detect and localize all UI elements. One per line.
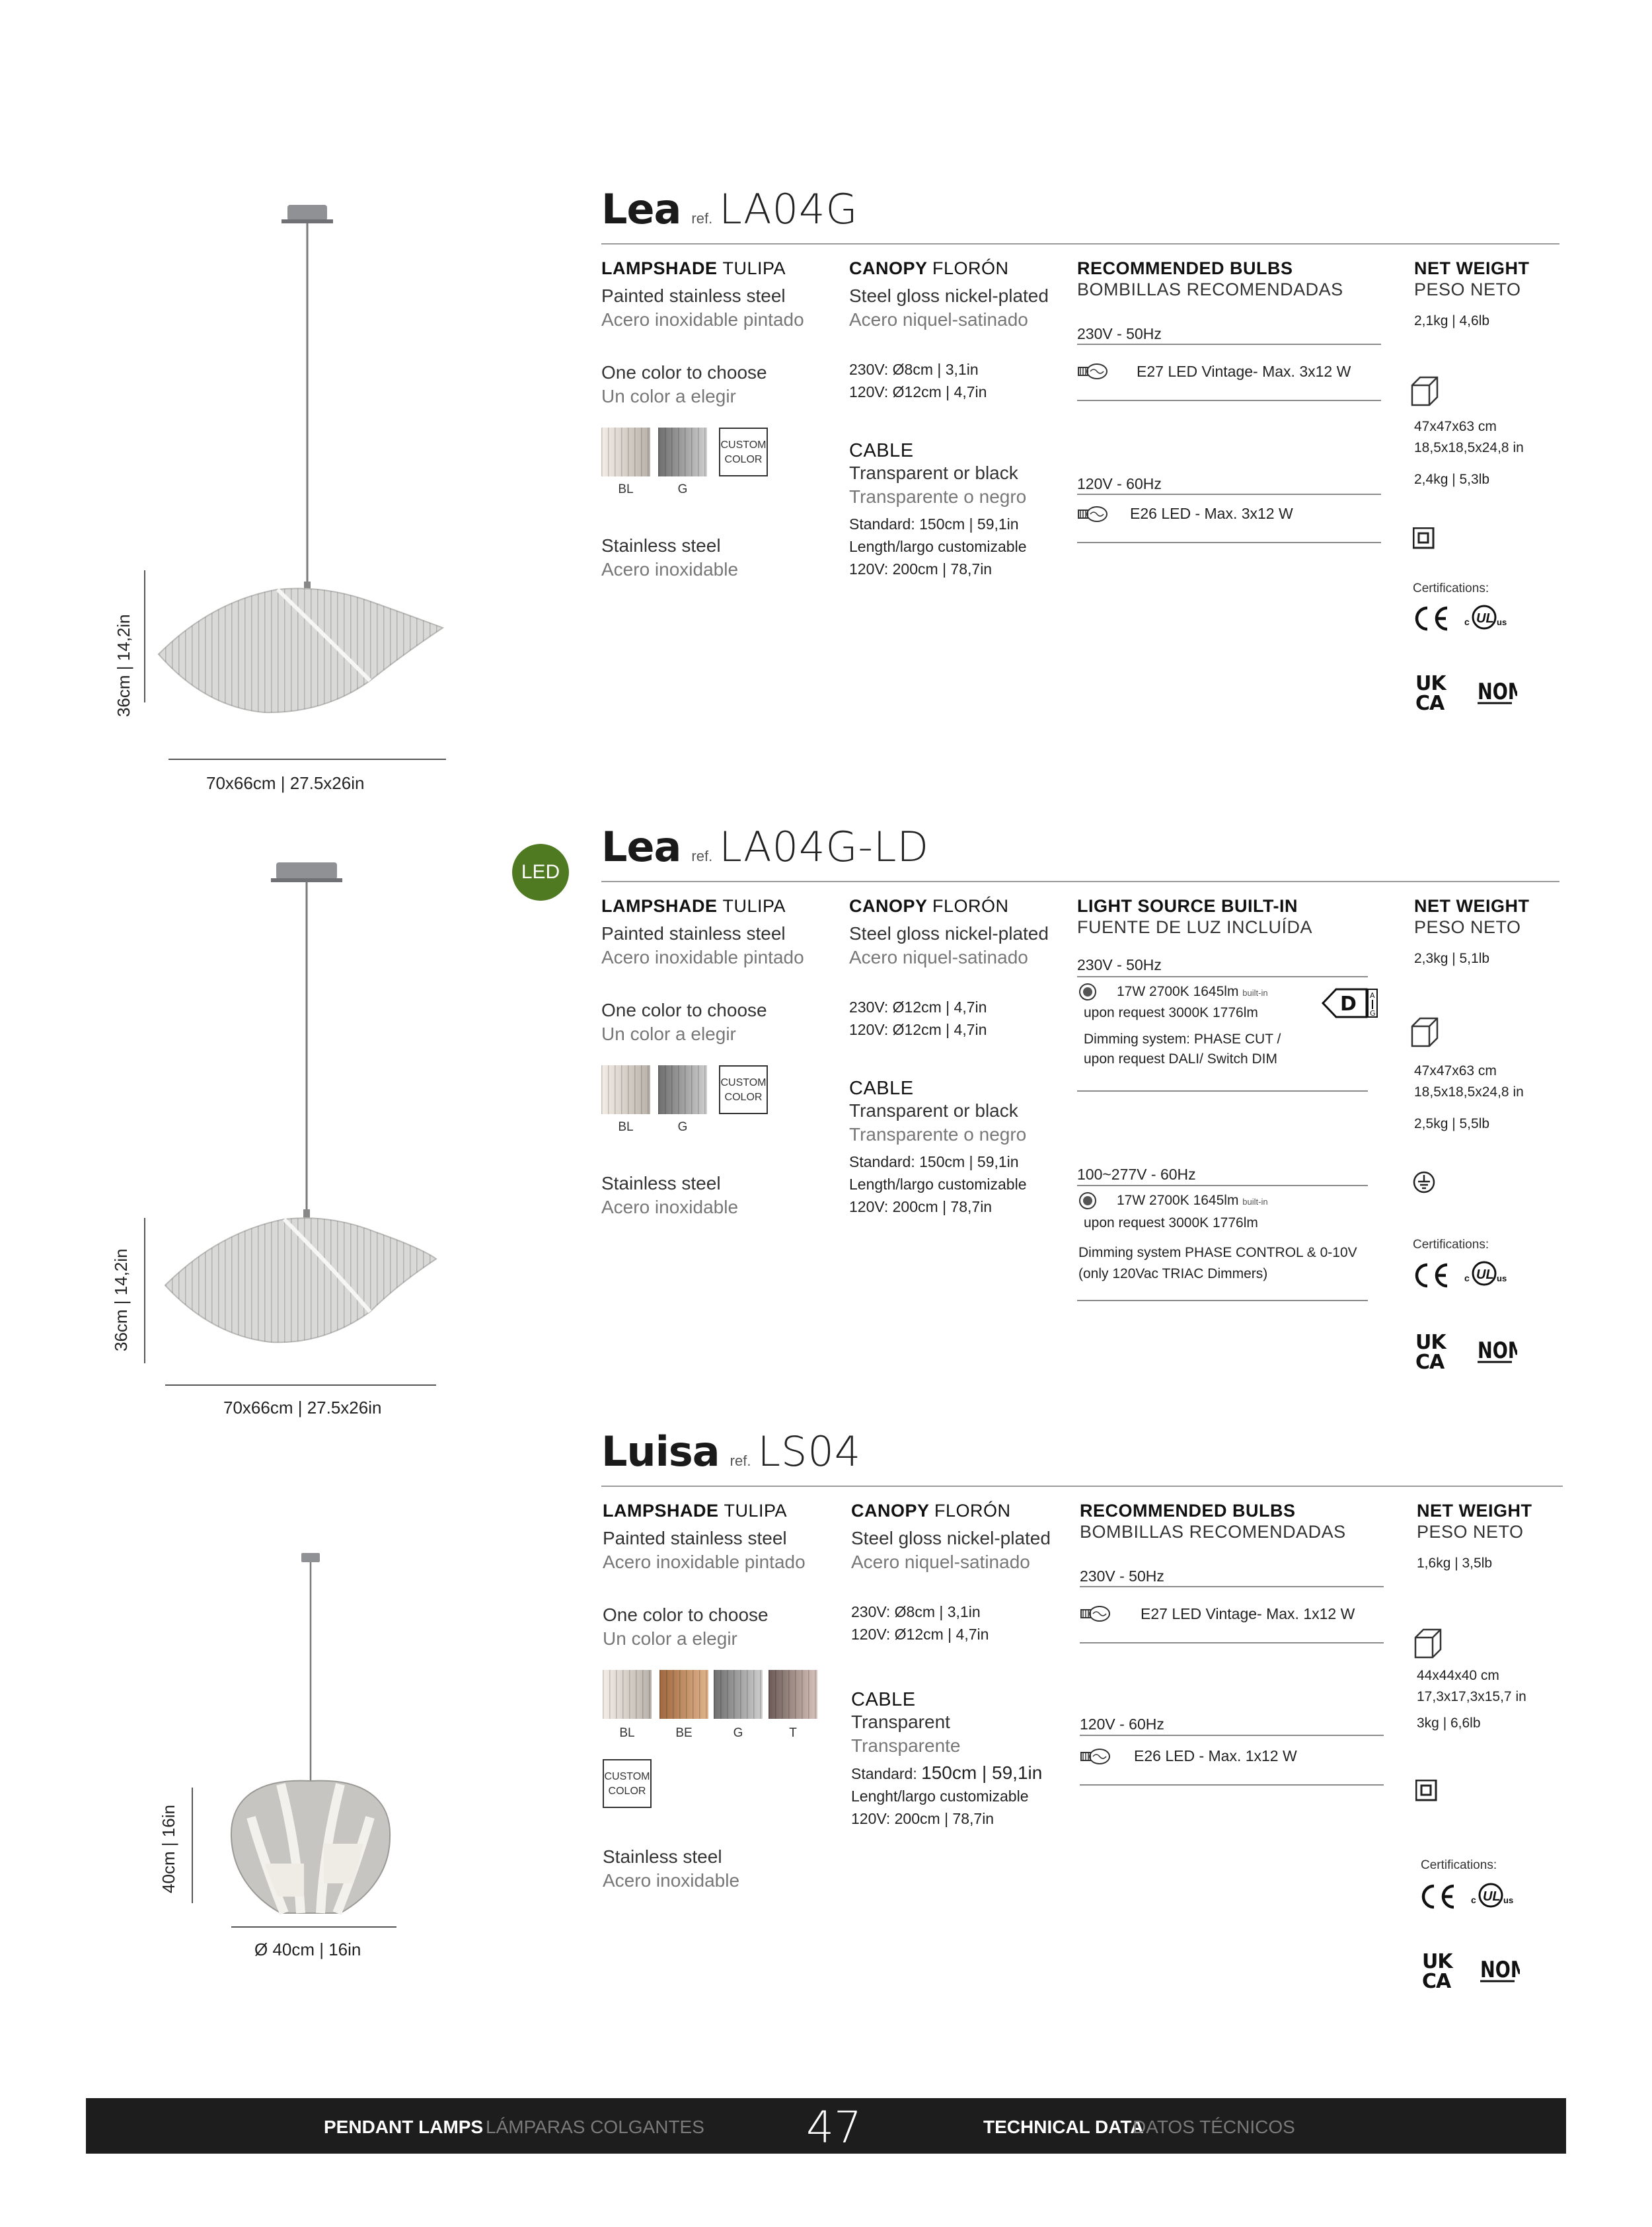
cable-120v: 120V: 200cm | 78,7in — [849, 560, 993, 578]
certifications-label: Certifications: — [1413, 1238, 1489, 1252]
shade-steel: Stainless steel — [601, 1173, 721, 1193]
shade-steel-es: Acero inoxidable — [601, 1197, 739, 1217]
ce-icon — [1419, 1883, 1466, 1911]
lampshade-column — [603, 1500, 827, 1651]
bulb-spec-230: E27 LED Vintage- Max. 1x12 W — [1141, 1605, 1355, 1622]
cable-type: Transparent — [851, 1712, 950, 1732]
dimming-120 — [1078, 1242, 1357, 1285]
led-chip-icon — [1078, 1191, 1097, 1210]
title-divider — [601, 1486, 1563, 1487]
bulbs-column — [1080, 1500, 1384, 1542]
product-name: Lea — [601, 823, 681, 871]
lampshade-material-es: Acero inoxidable pintado — [601, 947, 804, 967]
net-weight-230: 2,3kg | 5,1lb — [1414, 951, 1490, 966]
shade-steel-es: Acero inoxidable — [601, 559, 739, 580]
product-title — [601, 823, 929, 882]
lampshade-material-es: Acero inoxidable pintado — [603, 1552, 806, 1572]
voltage-100-277: 100~277V - 60Hz — [1077, 1166, 1196, 1183]
cable-standard: Standard: 150cm | 59,1in — [849, 515, 1019, 533]
package-size-cm: 47x47x63 cm — [1414, 419, 1497, 434]
net-weight-120: 3kg | 6,6lb — [1417, 1716, 1481, 1731]
product-lea — [0, 185, 1652, 793]
canopy-heading: CANOPY — [849, 258, 928, 278]
lampshade-heading-es: TULIPA — [722, 258, 786, 278]
height-dimension: 36cm | 14,2in — [114, 614, 133, 717]
built-in-tag: built-in — [1242, 1197, 1268, 1207]
certifications-label: Certifications: — [1413, 582, 1489, 595]
product-code: LA04G-LD — [719, 823, 930, 871]
lampshade-material: Painted stainless steel — [601, 285, 786, 306]
weight-heading-es: PESO NETO — [1417, 1522, 1524, 1542]
voltage-230: 230V - 50Hz — [1077, 956, 1162, 973]
nom-icon — [1478, 677, 1517, 707]
ul-icon — [1464, 603, 1511, 633]
certifications-label: Certifications: — [1421, 1858, 1497, 1872]
swatch-g — [714, 1670, 763, 1719]
lamp-luisa-image — [225, 1553, 396, 1923]
package-size-cm: 44x44x40 cm — [1417, 1668, 1499, 1683]
swatch-label: BL — [618, 1120, 634, 1134]
lampshade-material-es: Acero inoxidable pintado — [601, 309, 804, 330]
canopy-diameter-230: 230V: Ø8cm | 3,1in — [851, 1603, 981, 1620]
height-dimension-line — [192, 1788, 193, 1903]
canopy-heading-es: FLORÓN — [932, 258, 1009, 278]
width-dimension: 70x66cm | 27.5x26in — [206, 773, 365, 793]
led-badge: LED — [512, 844, 569, 901]
swatch-be — [659, 1670, 708, 1719]
canopy-material-es: Acero niquel-satinado — [849, 309, 1028, 330]
swatch-g — [658, 1065, 707, 1114]
bulbs-heading-es: BOMBILLAS RECOMENDADAS — [1080, 1522, 1346, 1542]
ref-label: ref. — [691, 848, 713, 864]
swatch-g — [658, 428, 707, 476]
cable-custom: Length/largo customizable — [849, 1176, 1027, 1193]
product-name: Luisa — [601, 1427, 720, 1476]
nom-icon — [1480, 1955, 1520, 1985]
canopy-heading: CANOPY — [849, 896, 928, 916]
light-source-heading: LIGHT SOURCE BUILT-IN — [1077, 896, 1298, 916]
swatch-t — [769, 1670, 817, 1719]
divider — [1077, 1090, 1368, 1092]
swatch-bl — [601, 1065, 650, 1114]
canopy-heading-es: FLORÓN — [934, 1501, 1011, 1521]
weight-column — [1414, 895, 1639, 969]
canopy-heading-es: FLORÓN — [932, 896, 1009, 916]
energy-class: D — [1340, 993, 1357, 1016]
height-dimension-line — [144, 570, 145, 702]
lampshade-heading: LAMPSHADE — [603, 1501, 719, 1521]
weight-heading: NET WEIGHT — [1414, 896, 1530, 916]
cable-type-es: Transparente o negro — [849, 1124, 1027, 1145]
color-choice-es: Un color a elegir — [601, 386, 736, 406]
width-dimension-line — [169, 759, 446, 760]
led-request-120: upon request 3000K 1776lm — [1084, 1215, 1258, 1230]
divider — [1077, 494, 1381, 495]
ukca-icon — [1422, 1951, 1462, 1990]
ce-icon — [1413, 605, 1459, 633]
cable-120v: 120V: 200cm | 78,7in — [849, 1198, 993, 1215]
swatch-label: G — [677, 482, 688, 496]
canopy-material-es: Acero niquel-satinado — [851, 1552, 1030, 1572]
lampshade-heading: LAMPSHADE — [601, 896, 718, 916]
bulb-spec-120: E26 LED - Max. 3x12 W — [1130, 505, 1293, 522]
bulb-icon — [1080, 1747, 1113, 1766]
divider — [1077, 344, 1381, 345]
product-lea-led — [0, 823, 1652, 1431]
canopy-material-es: Acero niquel-satinado — [849, 947, 1028, 967]
cable-type: Transparent or black — [849, 1100, 1018, 1121]
svg-text:A: A — [1370, 991, 1375, 1000]
width-dimension-line — [231, 1926, 396, 1928]
package-size — [1417, 1665, 1526, 1708]
package-size-in: 18,5x18,5x24,8 in — [1414, 1084, 1524, 1100]
class-ii-icon — [1413, 527, 1435, 550]
weight-column — [1417, 1500, 1641, 1574]
product-title — [601, 1427, 861, 1487]
led-spec-120 — [1117, 1190, 1268, 1213]
canopy-diameter-230: 230V: Ø8cm | 3,1in — [849, 361, 979, 378]
bulb-spec-230: E27 LED Vintage- Max. 3x12 W — [1137, 363, 1351, 380]
earth-ground-icon — [1413, 1171, 1435, 1193]
svg-text:G: G — [1370, 1009, 1376, 1018]
cable-type: Transparent or black — [849, 463, 1018, 483]
cable-standard-label: Standard: — [851, 1765, 917, 1782]
swatch-bl — [601, 428, 650, 476]
shade-steel-es: Acero inoxidable — [603, 1870, 740, 1891]
led-spec-120-values: 17W 2700K 1645lm — [1117, 1193, 1239, 1208]
canopy-material: Steel gloss nickel-plated — [849, 923, 1049, 944]
height-dimension-line — [144, 1218, 145, 1363]
box-icon — [1411, 1014, 1441, 1049]
footer-section-es: LÁMPARAS COLGANTES — [486, 2117, 704, 2137]
lampshade-material: Painted stainless steel — [603, 1528, 787, 1548]
divider — [1080, 1735, 1384, 1736]
canopy-diameter-120: 120V: Ø12cm | 4,7in — [851, 1626, 989, 1643]
divider — [1077, 1185, 1368, 1186]
net-weight-120: 2,5kg | 5,5lb — [1414, 1116, 1490, 1131]
swatch-label: T — [789, 1726, 797, 1740]
width-dimension: 70x66cm | 27.5x26in — [223, 1398, 382, 1417]
voltage-230: 230V - 50Hz — [1080, 1567, 1164, 1585]
footer-section-en: PENDANT LAMPS — [324, 2117, 484, 2137]
class-ii-icon — [1415, 1780, 1438, 1802]
ref-label: ref. — [691, 210, 713, 227]
package-size — [1414, 416, 1524, 459]
ul-icon — [1471, 1881, 1517, 1911]
weight-column — [1414, 258, 1639, 332]
swatch-label: G — [677, 1120, 688, 1134]
nom-icon — [1478, 1336, 1517, 1366]
product-name: Lea — [601, 185, 681, 233]
height-dimension: 36cm | 14,2in — [111, 1248, 131, 1351]
weight-heading-es: PESO NETO — [1414, 280, 1521, 299]
product-luisa — [0, 1427, 1652, 2022]
canopy-column — [849, 258, 1074, 580]
cable-120v: 120V: 200cm | 78,7in — [851, 1810, 995, 1827]
lampshade-material: Painted stainless steel — [601, 923, 786, 944]
cable-heading: CABLE — [851, 1689, 916, 1710]
box-icon — [1414, 1626, 1445, 1660]
dimming-230-line2: upon request DALI/ Switch DIM — [1084, 1051, 1277, 1067]
width-dimension-line — [165, 1384, 436, 1386]
box-icon — [1411, 373, 1441, 408]
voltage-120: 120V - 60Hz — [1077, 475, 1162, 492]
canopy-diameter-120: 120V: Ø12cm | 4,7in — [849, 1021, 987, 1038]
swatch-bl — [603, 1670, 652, 1719]
cable-standard-value: 150cm | 59,1in — [921, 1762, 1043, 1783]
canopy-column — [849, 895, 1074, 1218]
bulb-icon — [1080, 1604, 1113, 1623]
led-spec-230-values: 17W 2700K 1645lm — [1117, 984, 1239, 999]
led-request-230: upon request 3000K 1776lm — [1084, 1005, 1258, 1020]
lampshade-column — [601, 895, 826, 1046]
lampshade-heading-es: TULIPA — [722, 896, 786, 916]
lampshade-heading-es: TULIPA — [724, 1501, 788, 1521]
bulb-icon — [1077, 505, 1110, 523]
voltage-120: 120V - 60Hz — [1080, 1716, 1164, 1733]
package-size-in: 17,3x17,3x15,7 in — [1417, 1689, 1526, 1704]
page-footer — [86, 2098, 1566, 2154]
custom-color-box: CUSTOM COLOR — [603, 1759, 652, 1808]
divider — [1080, 1586, 1384, 1587]
lamp-lea-led-image — [159, 862, 449, 1391]
package-size-cm: 47x47x63 cm — [1414, 1063, 1497, 1078]
canopy-diameter-120: 120V: Ø12cm | 4,7in — [849, 383, 987, 400]
swatch-label: G — [733, 1726, 743, 1740]
cable-heading: CABLE — [849, 1078, 914, 1099]
cable-type-es: Transparente o negro — [849, 486, 1027, 507]
voltage-230: 230V - 50Hz — [1077, 325, 1162, 342]
package-size-in: 18,5x18,5x24,8 in — [1414, 440, 1524, 455]
bulbs-column — [1077, 258, 1381, 300]
lampshade-heading: LAMPSHADE — [601, 258, 718, 278]
dimming-230-line1: Dimming system: PHASE CUT / — [1084, 1032, 1281, 1047]
weight-heading: NET WEIGHT — [1414, 258, 1530, 278]
net-weight-120: 2,4kg | 5,3lb — [1414, 472, 1490, 487]
built-in-tag: built-in — [1242, 988, 1268, 998]
product-code: LA04G — [719, 185, 858, 233]
divider — [1080, 1784, 1384, 1786]
swatch-label: BE — [675, 1726, 693, 1740]
custom-color-box: CUSTOM COLOR — [719, 428, 768, 476]
swatch-label: BL — [618, 482, 634, 496]
color-choice: One color to choose — [601, 1000, 767, 1020]
bulbs-heading-es: BOMBILLAS RECOMENDADAS — [1077, 280, 1343, 299]
weight-heading-es: PESO NETO — [1414, 917, 1521, 937]
lampshade-column — [601, 258, 826, 408]
divider — [1077, 400, 1381, 401]
dimming-120-line1: Dimming system PHASE CONTROL & 0-10V — [1078, 1245, 1357, 1260]
height-dimension: 40cm | 16in — [159, 1805, 178, 1893]
cable-custom: Lenght/largo customizable — [851, 1788, 1029, 1805]
net-weight-230: 1,6kg | 3,5lb — [1417, 1556, 1493, 1571]
ukca-icon — [1415, 1332, 1455, 1371]
bulbs-heading: RECOMMENDED BULBS — [1077, 258, 1293, 278]
weight-heading: NET WEIGHT — [1417, 1501, 1532, 1521]
bulbs-heading: RECOMMENDED BULBS — [1080, 1501, 1296, 1521]
canopy-column — [851, 1500, 1076, 1830]
led-chip-icon — [1078, 983, 1097, 1001]
bulb-icon — [1077, 362, 1110, 381]
color-choice-es: Un color a elegir — [603, 1628, 737, 1649]
ce-icon — [1413, 1262, 1459, 1290]
footer-data-en: TECHNICAL DATA — [983, 2117, 1144, 2137]
dimming-120-line2: (only 120Vac TRIAC Dimmers) — [1078, 1266, 1268, 1281]
ul-icon — [1464, 1259, 1511, 1289]
title-divider — [601, 881, 1559, 882]
led-spec-230 — [1117, 981, 1268, 1004]
swatch-label: BL — [619, 1726, 635, 1740]
product-code: LS04 — [757, 1427, 862, 1476]
title-divider — [601, 243, 1559, 245]
cable-type-es: Transparente — [851, 1735, 961, 1756]
cable-custom: Length/largo customizable — [849, 538, 1027, 555]
width-dimension: Ø 40cm | 16in — [254, 1940, 361, 1959]
color-choice: One color to choose — [601, 362, 767, 383]
canopy-heading: CANOPY — [851, 1501, 930, 1521]
product-title — [601, 185, 858, 245]
dimming-230 — [1084, 1030, 1281, 1069]
bulb-spec-120: E26 LED - Max. 1x12 W — [1134, 1747, 1297, 1764]
footer-data-es: DATOS TÉCNICOS — [1133, 2117, 1295, 2137]
shade-steel: Stainless steel — [601, 535, 721, 556]
color-choice: One color to choose — [603, 1604, 769, 1625]
divider — [1077, 542, 1381, 543]
custom-color-box: CUSTOM COLOR — [719, 1065, 768, 1114]
cable-heading: CABLE — [849, 440, 914, 461]
color-choice-es: Un color a elegir — [601, 1024, 736, 1044]
canopy-material: Steel gloss nickel-plated — [851, 1528, 1051, 1548]
ref-label: ref. — [730, 1453, 751, 1469]
divider — [1077, 976, 1368, 977]
package-size — [1414, 1061, 1524, 1103]
light-source-column — [1077, 895, 1381, 938]
shade-steel: Stainless steel — [603, 1846, 722, 1867]
net-weight-230: 2,1kg | 4,6lb — [1414, 313, 1490, 328]
ukca-icon — [1415, 673, 1455, 712]
canopy-material: Steel gloss nickel-plated — [849, 285, 1049, 306]
light-source-heading-es: FUENTE DE LUZ INCLUÍDA — [1077, 917, 1313, 937]
cable-standard: Standard: 150cm | 59,1in — [849, 1153, 1019, 1170]
cable-standard — [851, 1762, 1076, 1785]
divider — [1080, 1642, 1384, 1643]
page-number: 47 — [806, 2102, 862, 2153]
divider — [1077, 1300, 1368, 1301]
canopy-diameter-230: 230V: Ø12cm | 4,7in — [849, 999, 987, 1016]
lamp-lea-image — [152, 205, 456, 734]
energy-label-icon — [1322, 987, 1381, 1020]
